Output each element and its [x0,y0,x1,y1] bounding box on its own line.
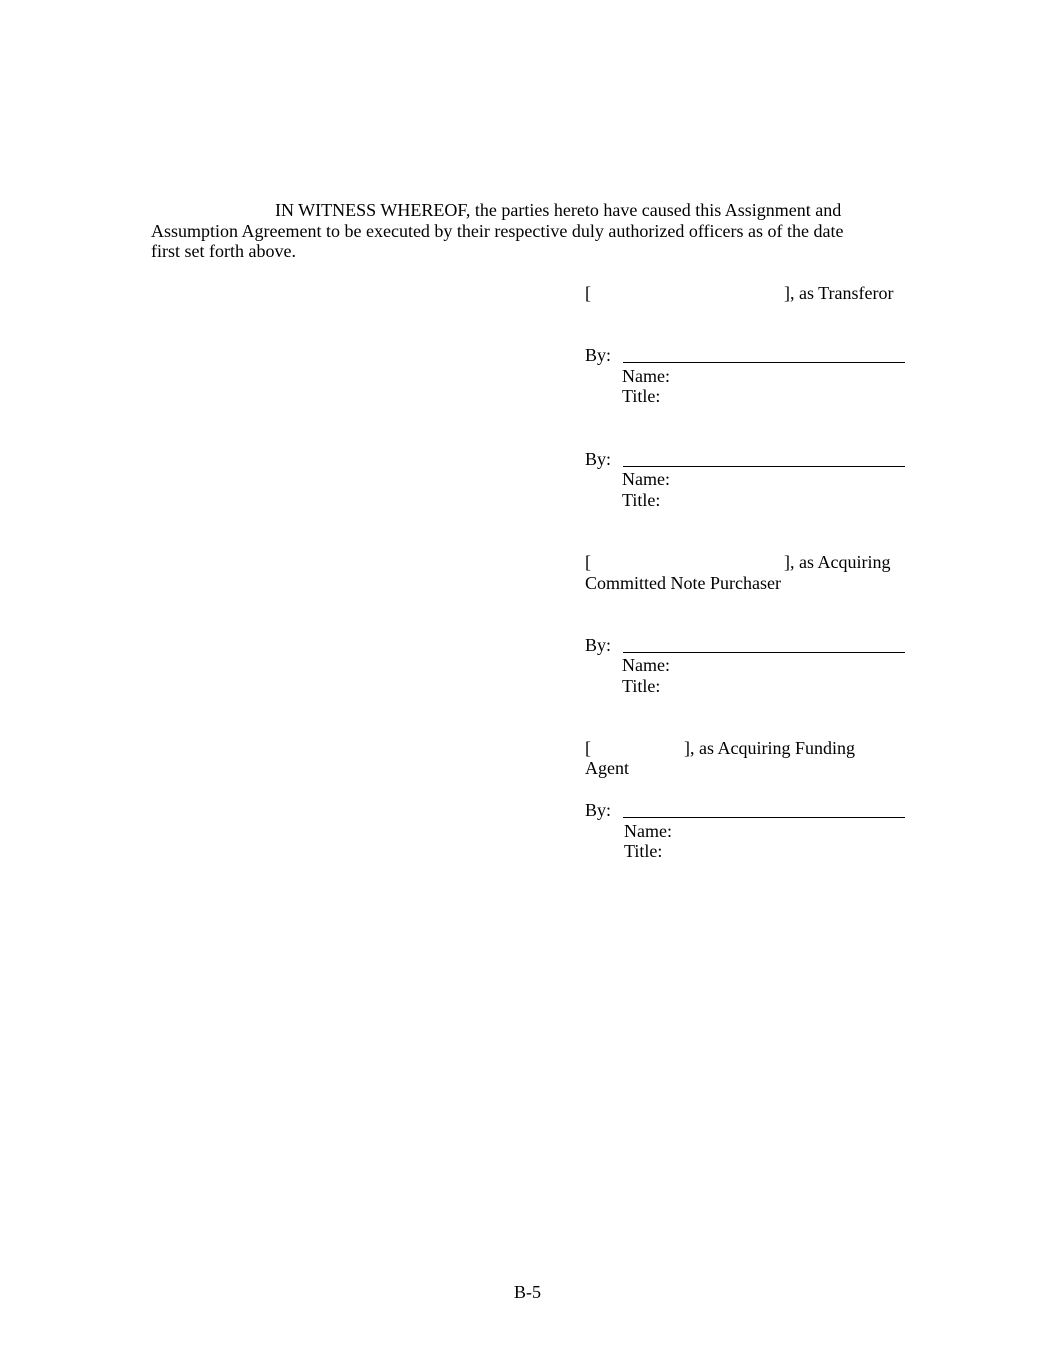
by-label: By: [585,345,612,365]
by-label: By: [585,449,612,469]
title-label: Title: [622,386,661,406]
page-number: B-5 [514,1282,541,1302]
witness-paragraph-line-3: first set forth above. [151,241,296,261]
title-label: Title: [622,490,661,510]
transferor-open-bracket: [ [585,283,591,303]
signature-line [623,817,905,818]
purchaser-role-line-2: Committed Note Purchaser [585,573,781,593]
witness-paragraph-line-2: Assumption Agreement to be executed by their respective duly authorized officers as of the date [151,221,844,241]
signature-line [623,652,905,653]
agent-role-line-2: Agent [585,758,629,778]
name-label: Name: [622,366,670,386]
name-label: Name: [622,655,670,675]
witness-paragraph-line-1: IN WITNESS WHEREOF, the parties hereto have caused this Assignment and [275,200,842,220]
agent-role-line-1: ], as Acquiring Funding [684,738,855,758]
agent-open-bracket: [ [585,738,591,758]
name-label: Name: [624,821,672,841]
by-label: By: [585,635,612,655]
purchaser-open-bracket: [ [585,552,591,572]
title-label: Title: [622,676,661,696]
title-label: Title: [624,841,663,861]
transferor-role: ], as Transferor [784,283,894,303]
name-label: Name: [622,469,670,489]
purchaser-role-line-1: ], as Acquiring [784,552,891,572]
signature-line [623,362,905,363]
signature-line [623,466,905,467]
by-label: By: [585,800,612,820]
